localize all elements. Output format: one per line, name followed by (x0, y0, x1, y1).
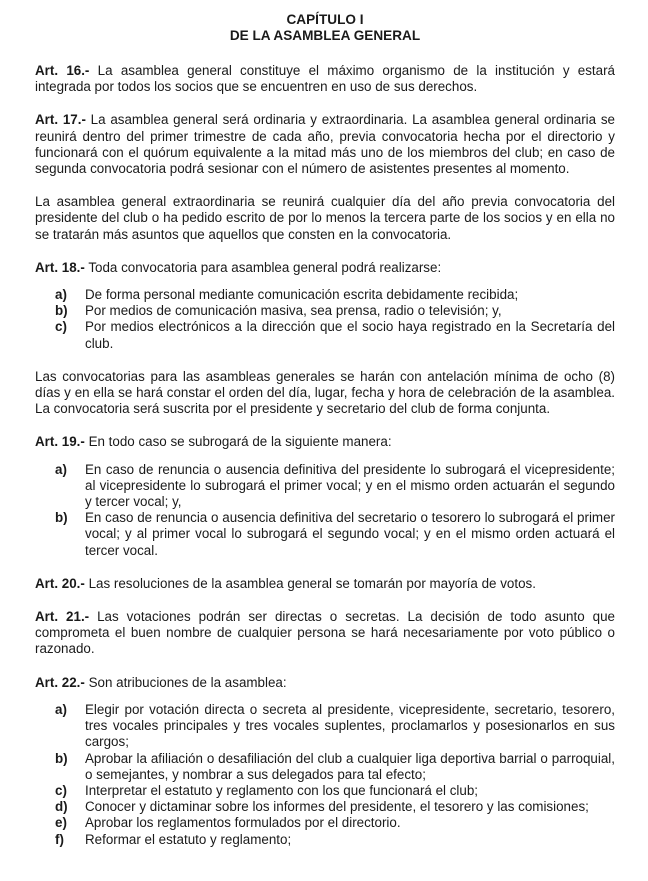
article-17 (35, 112, 615, 177)
list-item (35, 303, 615, 319)
article-21-label: Art. 21.- (35, 609, 90, 625)
article-18-paragraph-2: Las convocatorias para las asambleas generales se harán con antelación mínima de ocho (8) días y en ella se hará constar el orden del día, lugar, fecha y hora de celebración de la asamblea. La convocatoria será suscrita por el presidente y secretario del club de forma conjunta. (35, 368, 615, 417)
article-16-text: La asamblea general constituye el máximo organismo de la institución y estará integrada por todos los socios que se encuentren en uso de sus derechos. (35, 63, 616, 95)
article-21 (35, 609, 615, 658)
list-item-text: Elegir por votación directa o secreta al presidente, vicepresidente, secretario, tesorero, tres vocales principales y tres vocales suplentes, proclamarlos y posesionarlos en sus cargos; (85, 701, 615, 750)
list-item-text: Por medios de comunicación masiva, sea prensa, radio o televisión; y, (85, 303, 502, 319)
list-item-letter: b) (55, 750, 68, 766)
list-item (35, 783, 615, 799)
list-item-text: De forma personal mediante comunicación escrita debidamente recibida; (85, 287, 519, 303)
article-17-paragraph-2: La asamblea general extraordinaria se reunirá cualquier día del año previa convocatoria del presidente del club o ha pedido escrito de por lo menos la tercera parte de los socios y en ella no se tratarán más asuntos que aquellos que consten en la convocatoria. (35, 194, 615, 242)
article-18-label: Art. 18.- (35, 259, 85, 275)
article-22-list (35, 702, 615, 848)
list-item-letter: b) (55, 510, 68, 526)
chapter-title: DE LA ASAMBLEA GENERAL (229, 28, 421, 43)
list-item-letter: c) (55, 782, 67, 798)
list-item-text: En caso de renuncia o ausencia definitiva del secretario o tesorero lo subrogará el primer vocal; y al primer vocal lo subrogará el segundo vocal; y en el mismo orden actuará el tercer vocal. (85, 510, 615, 558)
list-item-letter: a) (55, 461, 67, 477)
list-item-text: Reformar el estatuto y reglamento; (85, 831, 292, 847)
list-item-letter: a) (55, 701, 67, 717)
article-19 (35, 434, 615, 450)
article-22-label: Art. 22.- (35, 674, 85, 690)
list-item (35, 751, 615, 783)
list-item (35, 832, 615, 848)
list-item-letter: f) (55, 831, 64, 847)
list-item-letter: e) (55, 815, 67, 831)
list-item-text: Por medios electrónicos a la dirección que el socio haya registrado en la Secretaría del club. (85, 319, 615, 351)
article-17-text: La asamblea general será ordinaria y extraordinaria. La asamblea general ordinaria se reunirá dentro del primer trimestre de cada año, previa convocatoria hecha por el directorio y funcionará con el quórum equivalente a la mitad más uno de los miembros del club; en caso de segunda convocatoria podrá sesionar con el número de asistentes presentes al momento. (35, 112, 615, 177)
list-item-text: Aprobar la afiliación o desafiliación del club a cualquier liga deportiva barrial o parroquial, o semejantes, y nombrar a sus delegados para tal efecto; (85, 750, 615, 782)
list-item-text: Interpretar el estatuto y reglamento con los que funcionará el club; (85, 782, 479, 798)
article-17-label: Art. 17.- (35, 112, 86, 128)
article-22 (35, 675, 615, 691)
list-item-letter: b) (55, 303, 68, 319)
list-item-letter: d) (55, 799, 68, 815)
list-item (35, 287, 615, 303)
article-18-list (35, 287, 615, 352)
article-19-list (35, 462, 615, 559)
list-item (35, 799, 615, 815)
list-item-text: Aprobar los reglamentos formulados por el directorio. (85, 815, 401, 831)
list-item-text: En caso de renuncia o ausencia definitiva del presidente lo subrogará el vicepresidente; al vicepresidente lo subrogará el primer vocal; y en el mismo orden actuarán el segundo y tercer vocal; y, (85, 461, 615, 510)
document-page (35, 12, 615, 848)
list-item-text: Conocer y dictaminar sobre los informes del presidente, el tesorero y las comisiones; (85, 799, 589, 815)
article-22-text: Son atribuciones de la asamblea: (84, 674, 287, 690)
list-item (35, 462, 615, 511)
article-20-label: Art. 20.- (35, 575, 85, 591)
article-18-text: Toda convocatoria para asamblea general podrá realizarse: (84, 259, 442, 275)
article-16 (35, 63, 615, 95)
article-21-text: Las votaciones podrán ser directas o secretas. La decisión de todo asunto que comprometa el buen nombre de cualquier persona se hará necesariamente por voto público o razonado. (35, 609, 615, 657)
article-20-text: Las resoluciones de la asamblea general se tomarán por mayoría de votos. (84, 575, 536, 591)
list-item-letter: c) (55, 319, 67, 335)
list-item-letter: a) (55, 287, 67, 303)
article-19-text: En todo caso se subrogará de la siguiente manera: (84, 434, 392, 450)
article-16-label: Art. 16.- (35, 63, 90, 78)
list-item (35, 815, 615, 831)
article-19-label: Art. 19.- (35, 434, 85, 450)
article-20 (35, 576, 615, 592)
article-18 (35, 260, 615, 276)
list-item (35, 702, 615, 751)
list-item (35, 510, 615, 559)
chapter-number: CAPÍTULO I (286, 12, 364, 27)
chapter-heading (35, 12, 615, 44)
list-item (35, 319, 615, 351)
